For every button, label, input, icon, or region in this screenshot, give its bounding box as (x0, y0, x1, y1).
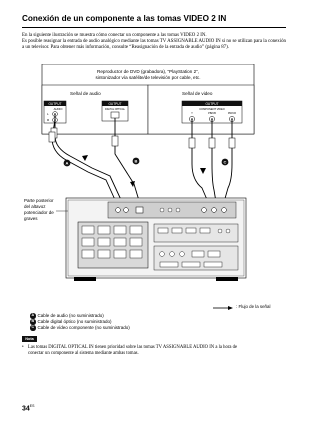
input-jack-optical (136, 207, 143, 213)
component-panel-sub: COMPONENT VIDEO (199, 108, 225, 111)
audio-panel-sub: AUDIO (53, 107, 63, 111)
page-number-value: 34 (22, 405, 30, 413)
component-jack-label-y: Y (191, 112, 193, 115)
component-panel-header: OUTPUT (205, 102, 219, 106)
cable-list (30, 313, 230, 331)
callout-b (133, 158, 140, 165)
signal-flow-arrows (82, 155, 206, 187)
rear-label-line3: potenciador de (24, 210, 54, 215)
audio-signal-label: Señal de audio (70, 91, 101, 96)
input-jack-pr (222, 208, 227, 213)
page-number (22, 404, 34, 412)
input-jack-audio-l (116, 208, 121, 213)
input-jack-pb (212, 208, 217, 213)
cable-badge-a: A (31, 313, 35, 318)
optical-jack (111, 112, 119, 118)
optical-panel-sub: DIGITAL OPTICAL (105, 108, 125, 111)
audio-left-label: L (47, 112, 49, 116)
component-jack-label-pb: PB/CB (208, 112, 216, 115)
cable-text-c: Cable de vídeo componente (no suministrado) (37, 325, 130, 330)
callout-c (222, 159, 229, 166)
note-bullet: • (22, 345, 24, 350)
component-jack-label-pr: PR/CR (227, 112, 237, 115)
cable-badge-c: C (31, 325, 35, 330)
intro-paragraph-2: Es posible reasignar la entrada de audio analógico mediante las tomas TV ASSIGNABLE AUDIO IN si no se utilizan para la conexión a un televisor. Para obtener más información, consulte “Reasignación de la entrada de audio” (página 87). (22, 39, 286, 51)
title-divider (22, 27, 286, 28)
subwoofer-rear-panel (66, 198, 246, 281)
rear-label-line2: del altavoz (24, 204, 46, 209)
cable-text-a: Cable de audio (no suministrado) (37, 313, 104, 318)
optical-panel-header: OUTPUT (108, 102, 122, 106)
input-jack-y (202, 208, 207, 213)
rear-label-line1: Parte posterior (24, 198, 54, 203)
note-line-2: conectar un componente al sistema mediante ambas tomas. (28, 351, 139, 356)
note-text (22, 345, 284, 357)
audio-right-label: R (47, 118, 50, 122)
rear-label-line4: graves (24, 216, 38, 221)
callout-c-label: C (223, 159, 227, 165)
signal-flow-legend: : Flujo de la señal (236, 304, 271, 309)
note-line-1: Las tomas DIGITAL OPTICAL IN tienen prioridad sobre las tomas TV ASSIGNABLE AUDIO IN a la hora de (28, 345, 238, 350)
signal-flow-legend-arrow (213, 306, 233, 310)
callout-b-label: B (134, 158, 138, 164)
device-label-line2: sintonizador vía satélite/de televisión por cable, etc. (95, 75, 201, 80)
page-number-suffix: ES (29, 404, 35, 408)
input-jack-audio-r (124, 208, 129, 213)
intro-text (22, 33, 286, 52)
note-badge: Nota (22, 336, 37, 342)
cable-badge-b: B (31, 319, 35, 324)
intro-paragraph-1: En la siguiente ilustración se muestra cómo conectar un componente a las tomas VIDEO 2 IN. (22, 33, 207, 38)
video-signal-label: Señal de video (182, 91, 213, 96)
audio-panel-header: OUTPUT (48, 102, 62, 106)
callout-a (64, 160, 71, 167)
cable-text-b: Cable digital óptico (no suministrado) (37, 319, 112, 324)
cable-item-c (30, 325, 230, 331)
page-title: Conexión de un componente a las tomas VIDEO 2 IN (22, 14, 227, 23)
connection-diagram (22, 64, 286, 300)
device-label-line1: Reproductor de DVD (grabadora), “PlayStation 2”, (97, 69, 199, 74)
callout-a-label: A (65, 160, 69, 166)
